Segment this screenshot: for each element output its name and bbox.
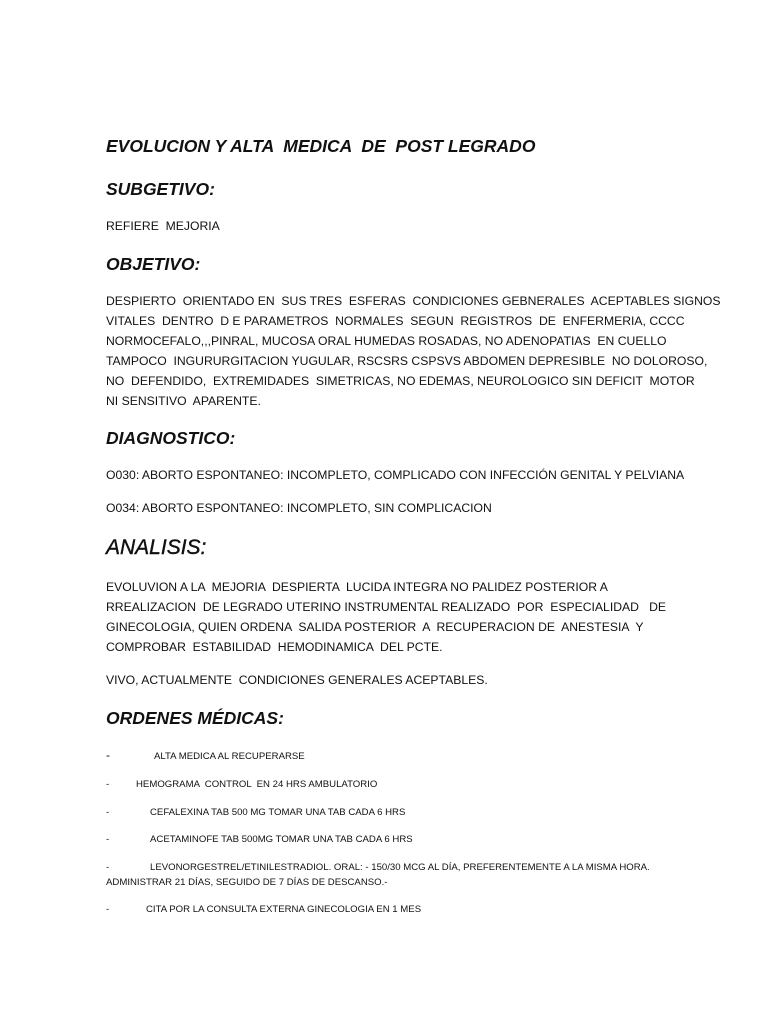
objetivo-heading: OBJETIVO:: [106, 254, 201, 274]
order-dash: -: [106, 807, 110, 818]
order-item: [106, 832, 666, 847]
analisis-line: EVOLUVION A LA MEJORIA DESPIERTA LUCIDA INTEGRA NO PALIDEZ POSTERIOR A: [106, 580, 608, 594]
analisis-line: RREALIZACION DE LEGRADO UTERINO INSTRUMENTAL REALIZADO POR ESPECIALIDAD DE: [106, 600, 667, 614]
subjetivo-text: REFIERE MEJORIA: [106, 219, 220, 233]
objetivo-line: TAMPOCO INGURURGITACION YUGULAR, RSCSRS CSPSVS ABDOMEN DEPRESIBLE NO DOLOROSO,: [106, 354, 708, 368]
subjetivo-heading: SUBGETIVO:: [106, 179, 215, 199]
diagnostico-heading: DIAGNOSTICO:: [106, 428, 236, 448]
objetivo-line: VITALES DENTRO D E PARAMETROS NORMALES SEGUN REGISTROS DE ENFERMERIA, CCCC: [106, 314, 685, 328]
objetivo-line: DESPIERTO ORIENTADO EN SUS TRES ESFERAS CONDICIONES GEBNERALES ACEPTABLES SIGNOS: [106, 294, 721, 308]
order-text: CITA POR LA CONSULTA EXTERNA GINECOLOGIA EN 1 MES: [146, 904, 422, 915]
order-text: CEFALEXINA TAB 500 MG TOMAR UNA TAB CADA 6 HRS: [150, 807, 406, 818]
order-dash: -: [106, 779, 110, 790]
analisis-line: COMPROBAR ESTABILIDAD HEMODINAMICA DEL PCTE.: [106, 640, 443, 654]
objetivo-line: NO DEFENDIDO, EXTREMIDADES SIMETRICAS, NO EDEMAS, NEUROLOGICO SIN DEFICIT MOTOR: [106, 374, 695, 388]
order-dash: -: [106, 862, 110, 873]
analisis-followup: VIVO, ACTUALMENTE CONDICIONES GENERALES ACEPTABLES.: [106, 673, 488, 687]
order-text: ACETAMINOFE TAB 500MG TOMAR UNA TAB CADA 6 HRS: [150, 834, 413, 845]
order-item: [106, 777, 666, 792]
order-dash: -: [106, 834, 110, 845]
order-item: [106, 805, 666, 820]
order-item: [106, 748, 666, 764]
order-text: ALTA MEDICA AL RECUPERARSE: [154, 751, 305, 762]
document-title: EVOLUCION Y ALTA MEDICA DE POST LEGRADO: [106, 136, 536, 156]
analisis-heading: ANALISIS:: [106, 536, 207, 559]
diagnostico-item: O030: ABORTO ESPONTANEO: INCOMPLETO, COMPLICADO CON INFECCIÓN GENITAL Y PELVIANA: [106, 468, 685, 482]
order-text: LEVONORGESTREL/ETINILESTRADIOL. ORAL: - 150/30 MCG AL DÍA, PREFERENTEMENTE A LA MISMA HORA. ADMINISTRAR 21 DÍAS, SEGUIDO DE 7 DÍAS DE DESCANSO.-: [106, 862, 652, 888]
order-item: [106, 860, 666, 890]
objetivo-line: NI SENSITIVO APARENTE.: [106, 394, 261, 408]
ordenes-heading: ORDENES MÉDICAS:: [106, 708, 284, 728]
order-item: [106, 902, 666, 917]
analisis-line: GINECOLOGIA, QUIEN ORDENA SALIDA POSTERIOR A RECUPERACION DE ANESTESIA Y: [106, 620, 644, 634]
order-dash: -: [106, 904, 110, 915]
order-dash: -: [106, 748, 110, 762]
diagnostico-item: O034: ABORTO ESPONTANEO: INCOMPLETO, SIN COMPLICACION: [106, 501, 492, 515]
order-text: HEMOGRAMA CONTROL EN 24 HRS AMBULATORIO: [136, 779, 378, 790]
objetivo-line: NORMOCEFALO,,,PINRAL, MUCOSA ORAL HUMEDAS ROSADAS, NO ADENOPATIAS EN CUELLO: [106, 334, 667, 348]
